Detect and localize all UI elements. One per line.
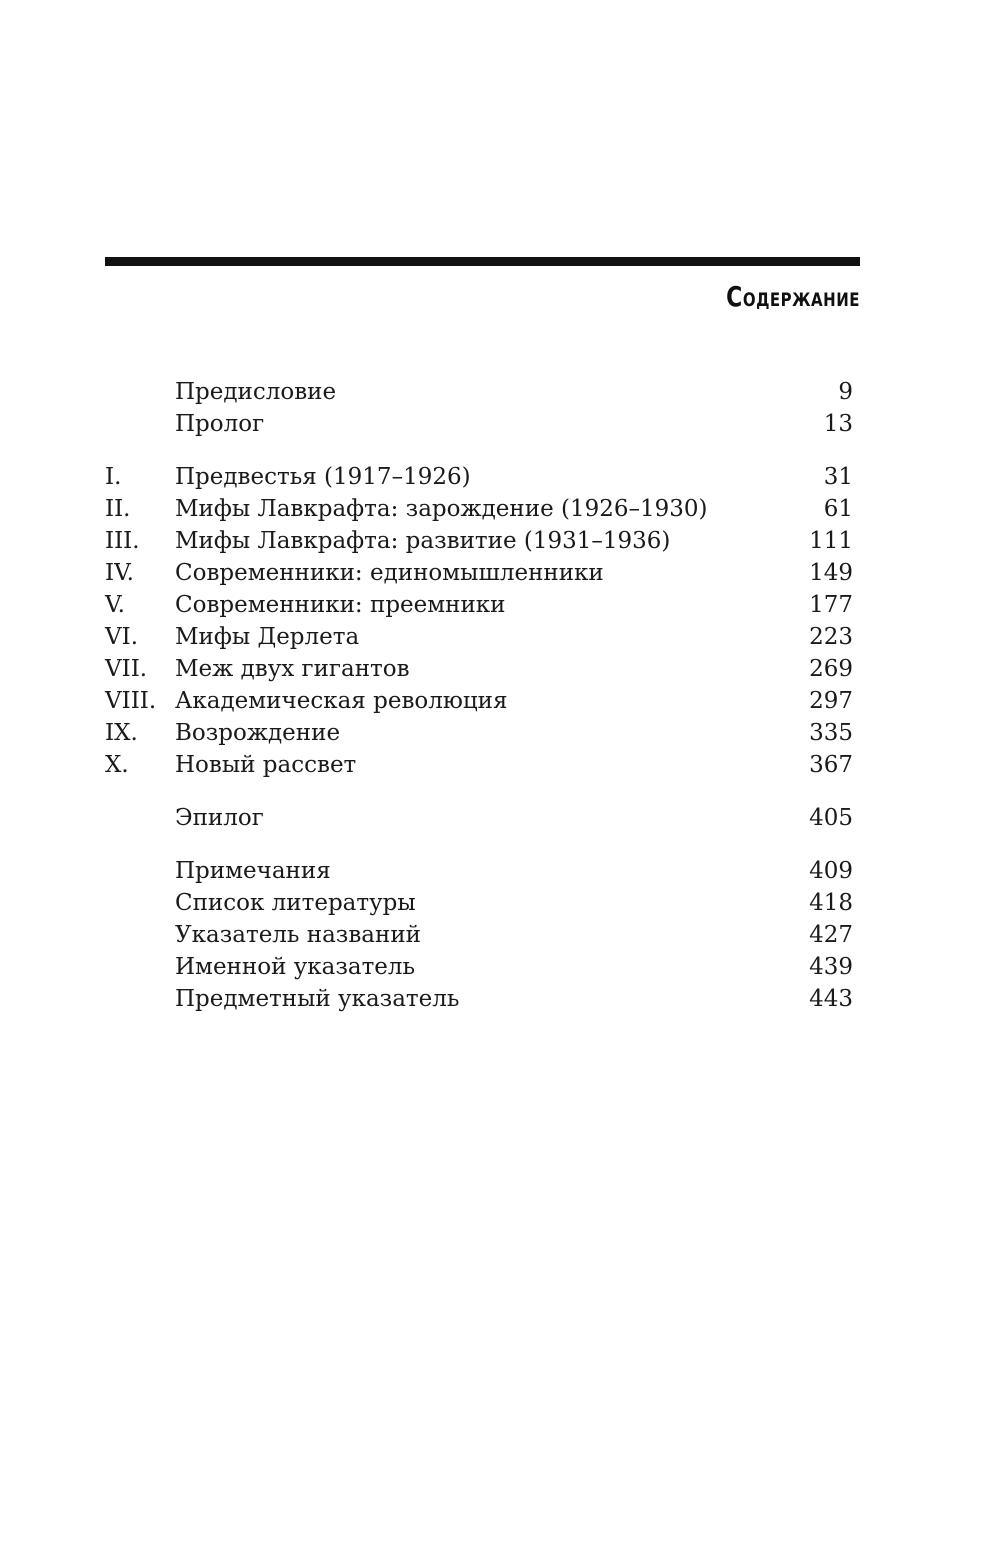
toc-entry-number: VIII. xyxy=(105,688,157,714)
toc-entry-page: 427 xyxy=(809,922,853,948)
toc-entry[interactable] xyxy=(105,887,853,919)
toc-entry-title: Академическая революция xyxy=(175,688,508,714)
toc-entry-number: VII. xyxy=(105,656,148,682)
toc-entry-number: II. xyxy=(105,496,131,522)
toc-entry-title: Предвестья (1917–1926) xyxy=(175,464,471,490)
toc-entry-number: VI. xyxy=(105,624,139,650)
toc-entry-title: Эпилог xyxy=(175,805,264,831)
toc-entry-page: 31 xyxy=(823,464,853,490)
toc-entry-page: 177 xyxy=(809,592,853,618)
toc-entry-page: 269 xyxy=(809,656,853,682)
toc-entry-page: 111 xyxy=(809,528,853,554)
toc-entry-page: 335 xyxy=(809,720,853,746)
toc-entry[interactable] xyxy=(105,653,853,685)
toc-entry-title: Современники: единомышленники xyxy=(175,560,604,586)
toc-entry-title: Указатель названий xyxy=(175,922,421,948)
toc-entry-page: 367 xyxy=(809,752,853,778)
toc-entry-title: Мифы Лавкрафта: зарождение (1926–1930) xyxy=(175,496,708,522)
toc-group-chapters xyxy=(105,461,853,781)
toc-entry-page: 223 xyxy=(809,624,853,650)
toc-group-epilogue xyxy=(105,802,853,834)
toc-entry-page: 439 xyxy=(809,954,853,980)
toc-entry-title: Именной указатель xyxy=(175,954,416,980)
toc-entry-title: Меж двух гигантов xyxy=(175,656,410,682)
toc-entry-page: 297 xyxy=(809,688,853,714)
toc-entry-page: 409 xyxy=(809,858,853,884)
toc-entry-page: 443 xyxy=(809,986,853,1012)
toc-entry[interactable] xyxy=(105,493,853,525)
toc-entry-title: Мифы Дерлета xyxy=(175,624,360,650)
toc-entry-page: 61 xyxy=(823,496,853,522)
toc-entry-title: Новый рассвет xyxy=(175,752,357,778)
toc-entry-number: IV. xyxy=(105,560,134,586)
toc-entry-title: Современники: преемники xyxy=(175,592,506,618)
toc-entry[interactable] xyxy=(105,408,853,440)
toc-entry-page: 9 xyxy=(838,379,853,405)
toc-entry-page: 418 xyxy=(809,890,853,916)
toc-entry[interactable] xyxy=(105,376,853,408)
toc-entry-number: X. xyxy=(105,752,129,778)
toc-entry-title: Возрождение xyxy=(175,720,341,746)
heading-rule xyxy=(105,257,860,266)
toc-entry-number: V. xyxy=(105,592,125,618)
page-title: Содержание xyxy=(726,282,860,314)
toc-entry[interactable] xyxy=(105,525,853,557)
toc-group-front xyxy=(105,376,853,440)
toc-entry-title: Мифы Лавкрафта: развитие (1931–1936) xyxy=(175,528,671,554)
toc-entry[interactable] xyxy=(105,557,853,589)
toc-entry[interactable] xyxy=(105,685,853,717)
toc-entry[interactable] xyxy=(105,621,853,653)
toc-entry-title: Список литературы xyxy=(175,890,416,916)
toc-entry[interactable] xyxy=(105,919,853,951)
toc-entry-number: III. xyxy=(105,528,140,554)
toc-entry[interactable] xyxy=(105,461,853,493)
toc-entry-title: Предисловие xyxy=(175,379,337,405)
toc-entry[interactable] xyxy=(105,749,853,781)
toc-entry-title: Предметный указатель xyxy=(175,986,460,1012)
toc-entry[interactable] xyxy=(105,855,853,887)
toc-entry-title: Пролог xyxy=(175,411,265,437)
toc-entry-page: 13 xyxy=(823,411,853,437)
toc-entry-number: IX. xyxy=(105,720,138,746)
toc-entry[interactable] xyxy=(105,717,853,749)
toc-entry-page: 405 xyxy=(809,805,853,831)
toc-entry[interactable] xyxy=(105,802,853,834)
toc-entry-page: 149 xyxy=(809,560,853,586)
toc-entry[interactable] xyxy=(105,589,853,621)
toc-entry[interactable] xyxy=(105,951,853,983)
toc-entry-title: Примечания xyxy=(175,858,331,884)
toc-group-back-matter xyxy=(105,855,853,1015)
table-of-contents xyxy=(105,376,853,1015)
toc-entry-number: I. xyxy=(105,464,122,490)
toc-entry[interactable] xyxy=(105,983,853,1015)
